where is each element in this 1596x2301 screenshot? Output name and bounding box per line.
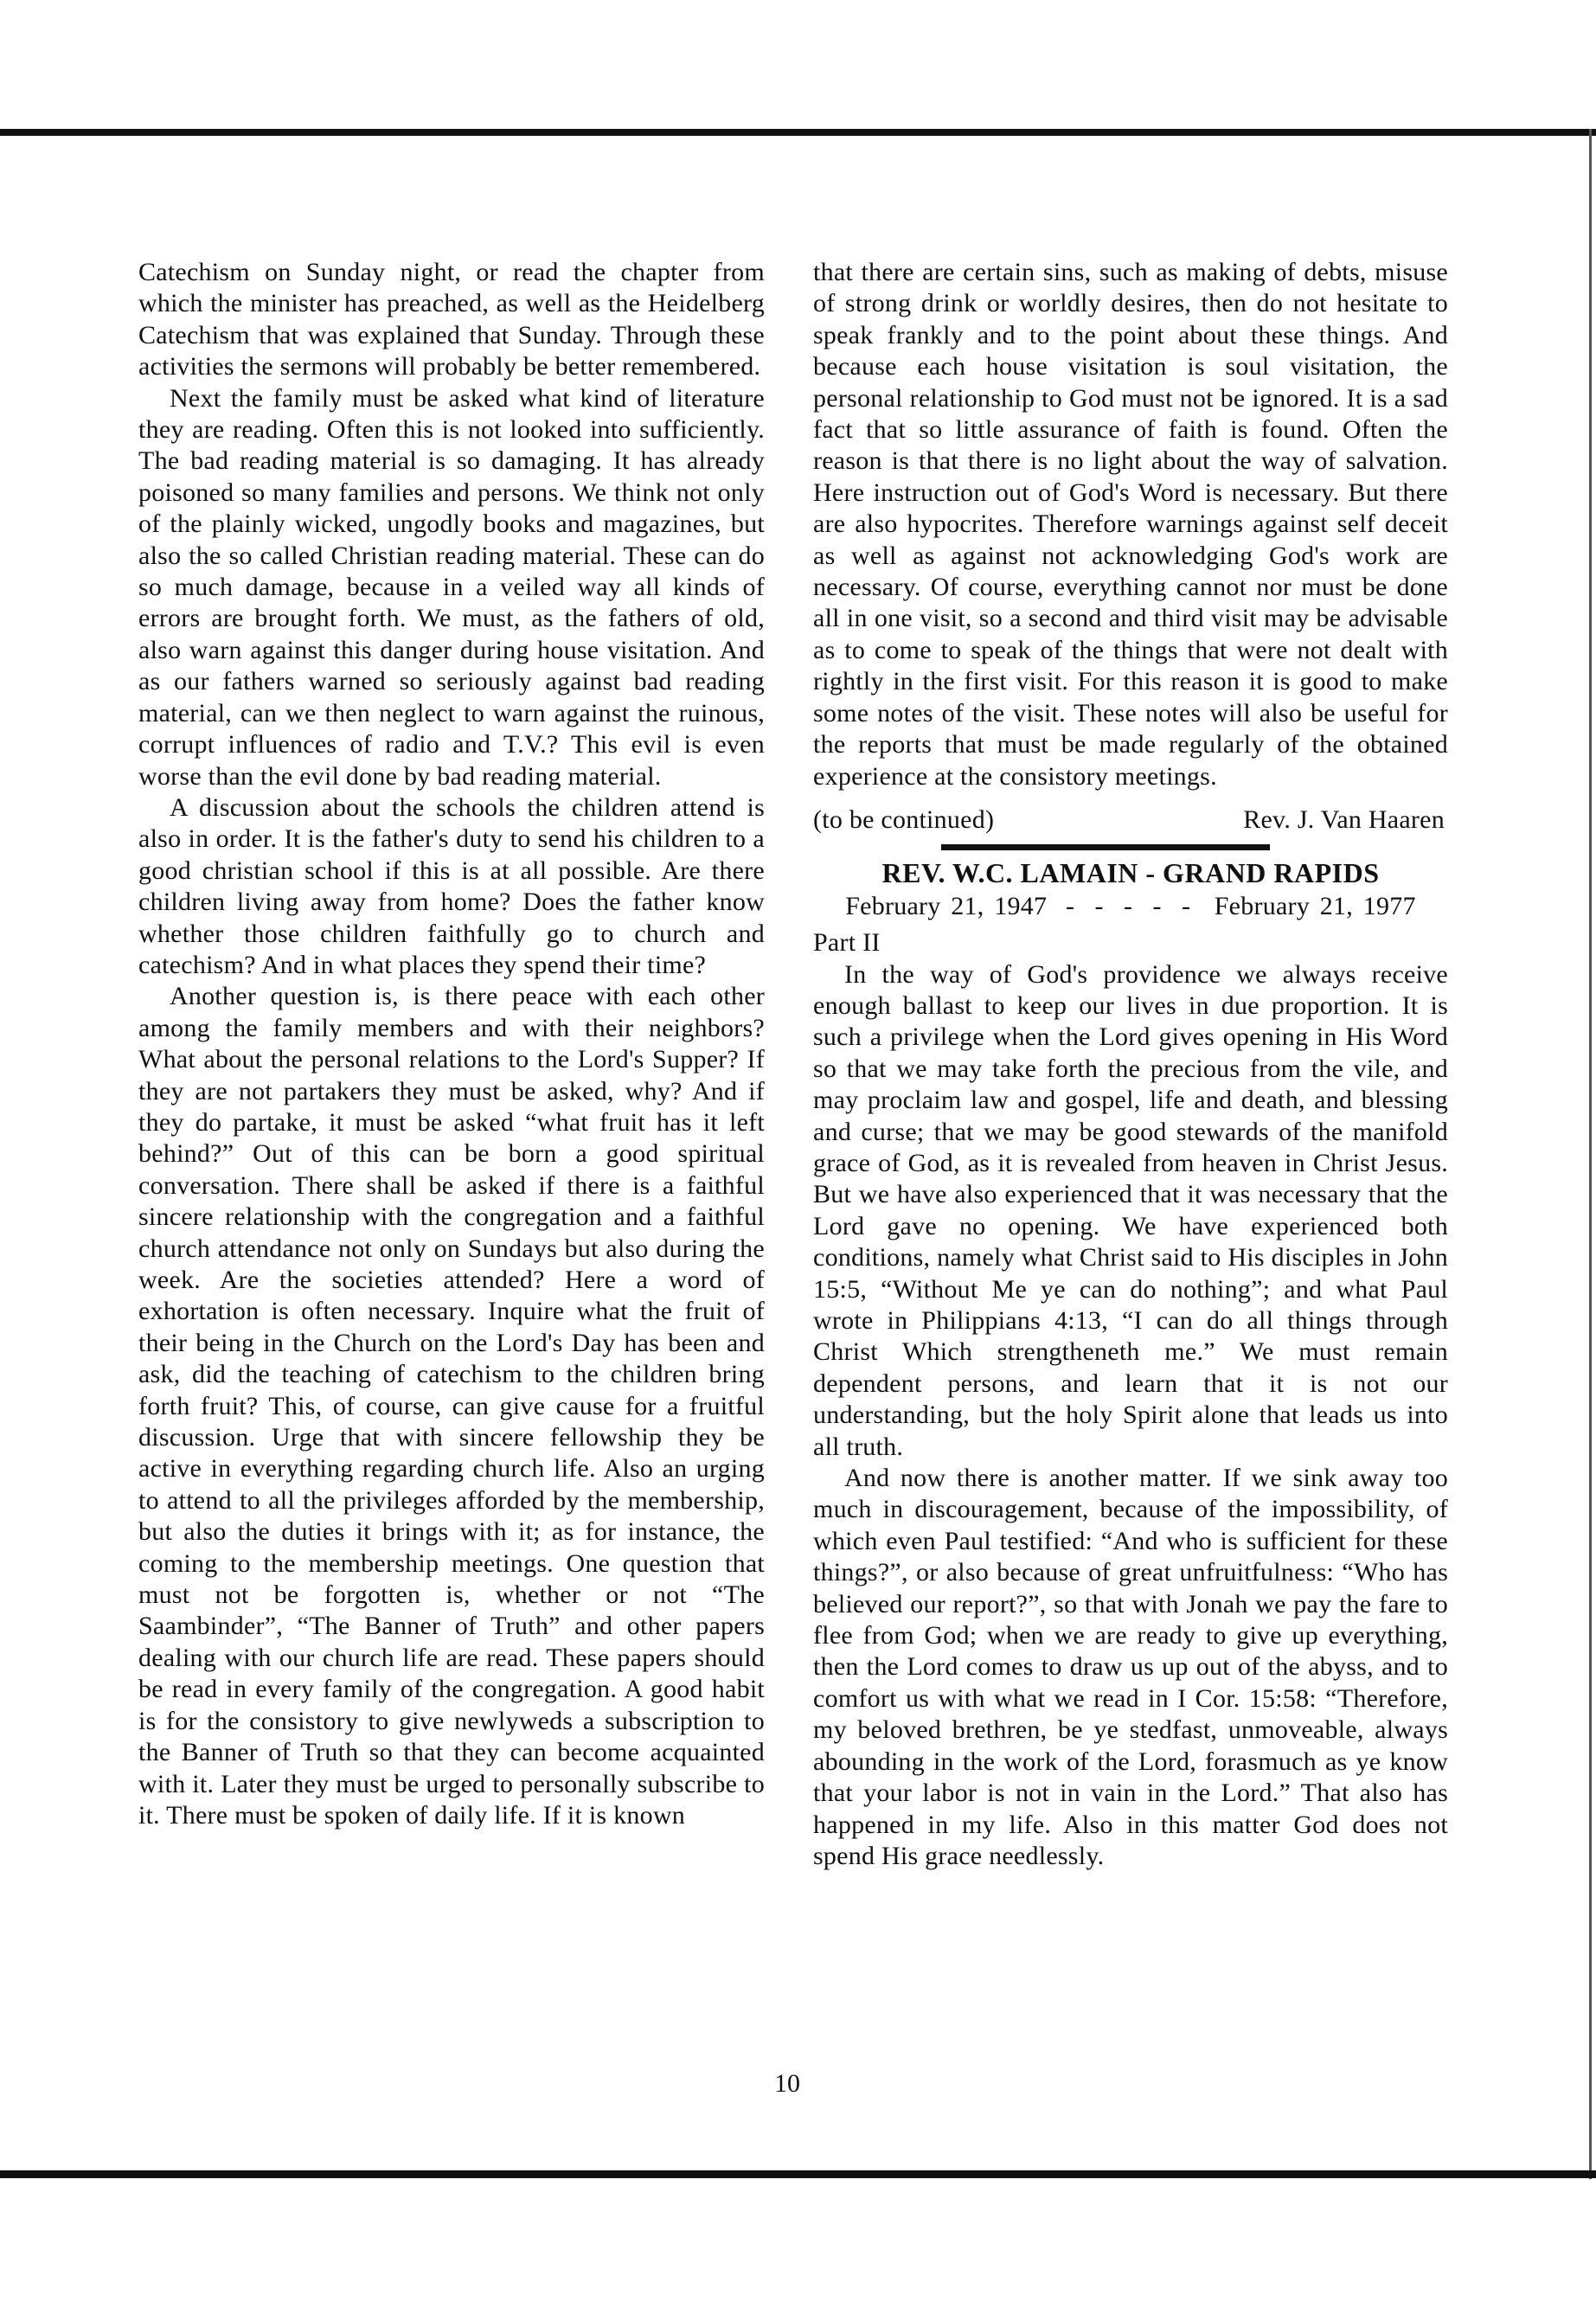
date-end: February 21, 1977 [1214,891,1416,920]
top-border-rule [0,129,1596,136]
article-paragraph-2: And now there is another matter. If we sink away too much in discouragement, because of the impossibility, of which even Paul testified: “And who is sufficient for these things?”, or also because of great unfruitfulness: “Who has believed our report?”, so that with Jonah we pay the fare to flee from God; when we are ready to give up everything, then the Lord comes to draw us up out of the abyss, and to comfort us with what we read in I Cor. 15:58: “Therefore, my beloved brethren, be ye stedfast, unmoveable, always abounding in the work of the Lord, forasmuch as ye know that your labor is not in vain in the Lord.” That also has happened in my life. Also in this matter God does not spend His grace needlessly. [813,1464,1448,1870]
left-paragraph-4: Another question is, is there peace with each other among the family members and with their neighbors? What about the personal relations to the Lord's Supper? If they are not partakers they must be asked, why? And if they do partake, it must be asked “what fruit has it left behind?” Out of this can be born a good spiritual conversation. There shall be asked if there is a faithful sincere relationship with the congregation and a faithful church attendance not only on Sundays but also during the week. Are the societies attended? Here a word of exhortation is often necessary. Inquire what the fruit of their being in the Church on the Lord's Day has been and ask, did the teaching of catechism to the children bring forth fruit? This, of course, can give cause for a fruitful discussion. Urge that with sincere fellowship they be active in everything regarding church life. Also an urging to attend to all the privileges afforded by the membership, but also the duties it brings with it; as for instance, the coming to the membership meetings. One question that must not be forgotten is, whether or not “The Saambinder”, “The Banner of Truth” and other papers dealing with our church life are read. These papers should be read in every family of the congregation. A good habit is for the consistory to give newlyweds a subscription to the Banner of Truth so that they can become acquainted with it. Later they must be urged to personally subscribe to it. There must be spoken of daily life. If it is known [138,982,765,1830]
date-start: February 21, 1947 [845,891,1048,920]
left-column [138,257,765,1831]
left-paragraph-2: Next the family must be asked what kind of literature they are reading. Often this is not looked into sufficiently. The bad reading material is so damaging. It has already poisoned so many families and persons. We think not only of the plainly wicked, ungodly books and magazines, but also the so called Christian reading material. These can do so much damage, because in a veiled way all kinds of errors are brought forth. We must, as the fathers of old, also warn against this danger during house visitation. And as our fathers warned so seriously against bad reading material, can we then neglect to warn against the ruinous, corrupt influences of radio and T.V.? This evil is even worse than the evil done by bad reading material. [138,383,765,791]
left-paragraph-1: Catechism on Sunday night, or read the chapter from which the minister has preached, as well as the Heidelberg Catechism that was explained that Sunday. Through these activities the sermons will probably be better remembered. [138,258,765,381]
right-border-rule [1589,129,1592,2179]
date-separator: - - - - - [1066,891,1195,920]
article-part-label: Part II [813,928,881,958]
article-signoff [813,804,1448,836]
continued-note: (to be continued) [813,804,995,834]
page-number: 10 [774,2069,800,2098]
article-paragraph-1: In the way of God's providence we always receive enough ballast to keep our lives in due proportion. It is such a privilege when the Lord gives opening in His Word so that we may take forth the precious from the vile, and may proclaim law and gospel, life and death, and blessing and curse; that we may be good stewards of the manifold grace of God, as it is revealed from heaven in Christ Jesus. But we have also experienced that it was necessary that the Lord gave no opening. We have experienced both conditions, namely what Christ said to His disciples in John 15:5, “Without Me ye can do nothing”; and what Paul wrote in Philippians 4:13, “I can do all things through Christ Which strengtheneth me.” We must remain dependent persons, and learn that it is not our understanding, but the holy Spirit alone that leads us into all truth. [813,959,1448,1461]
article-title: REV. W.C. LAMAIN - GRAND RAPIDS [881,857,1380,889]
right-continuation-paragraph: that there are certain sins, such as making of debts, misuse of strong drink or worldly desires, then do not hesitate to speak frankly and to the point about these things. And because each house visitation is soul visitation, the personal relationship to God must not be ignored. It is a sad fact that so little assurance of faith is found. Often the reason is that there is no light about the way of salvation. Here instruction out of God's Word is necessary. But there are also hypocrites. Therefore warnings against self deceit as well as against not acknowledging God's work are necessary. Of course, everything cannot nor must be done all in one visit, so a second and third visit may be advisable as to come to speak of the things that were not dealt with rightly in the first visit. For this reason it is good to make some notes of the visit. These notes will also be useful for the reports that must be made regularly of the obtained experience at the consistory meetings. [813,258,1448,791]
author-signature: Rev. J. Van Haaren [1243,804,1445,834]
left-paragraph-3: A discussion about the schools the children attend is also in order. It is the father's duty to send his children to a good christian school if this is at all possible. Are there children living away from home? Does the father know whether those children faithfully go to church and catechism? And in what places they spend their time? [138,792,765,979]
article-dates [813,891,1448,922]
right-column [813,257,1448,1872]
bottom-border-rule [0,2170,1596,2178]
article-divider [941,844,1270,850]
